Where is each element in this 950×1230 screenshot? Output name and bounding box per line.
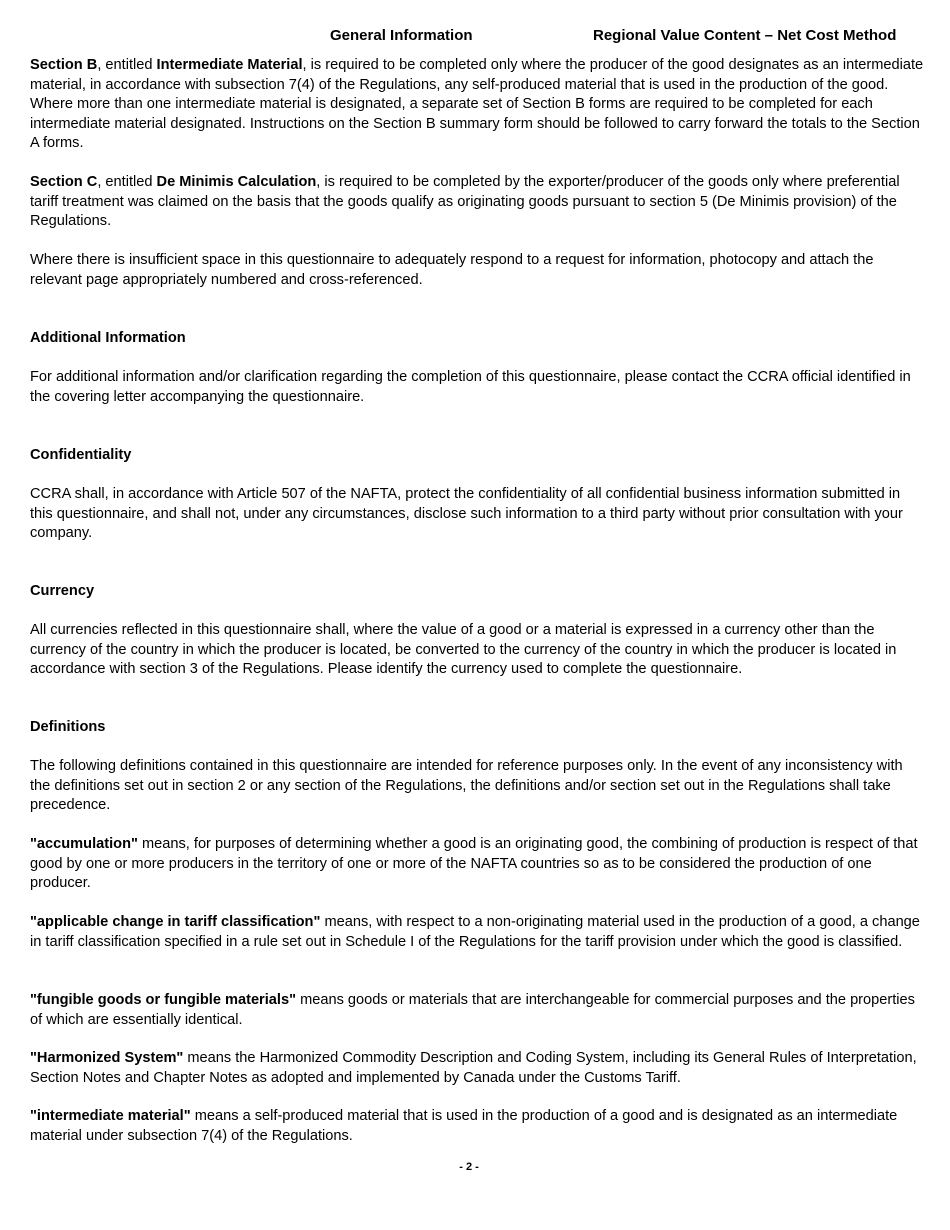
definition-term: "accumulation" (30, 836, 138, 852)
confidentiality-heading: Confidentiality (30, 447, 132, 463)
definition-text: means, for purposes of determining whether a good is an originating good, the combining of production is respect of that good by one or more producers in the territory of one or more of the NAFTA countries so as to be considered the production of one producer. (30, 836, 918, 891)
definition-fungible (30, 991, 925, 1030)
section-c-paragraph: Section C, entitled De Minimis Calculation, is required to be completed by the exporter/producer of the goods only where preferential tariff treatment was claimed on the basis that the goods qualify as originating goods pursuant to section 5 (De Minimis provision) of the Regulations. (30, 174, 900, 229)
header-method-title: Regional Value Content – Net Cost Method (593, 27, 897, 44)
definition-harmonized-system (30, 1049, 925, 1088)
definitions-heading: Definitions (30, 719, 106, 735)
section-b-paragraph: Section B, entitled Intermediate Material, is required to be completed only where the producer of the good designates as an intermediate material, in accordance with subsection 7(4) of the Regulations, any self-produced material that is used in the production of the good. Where more than one intermediate material is designated, a separate set of Section B forms are required to be completed for each intermediate material designated. Instructions on the Section B summary form should be followed to carry forward the totals to the Section A forms. (30, 57, 924, 151)
definition-intermediate-material (30, 1107, 925, 1146)
definition-applicable-change (30, 913, 925, 952)
definition-text: means, with respect to a non-originating material used in the production of a good, a change in tariff classification specified in a rule set out in Schedule I of the Regulations for the tariff provision under which the good is classified. (30, 914, 920, 950)
definition-accumulation (30, 835, 925, 894)
definitions-intro: The following definitions contained in this questionnaire are intended for reference purposes only. In the event of any inconsistency with the definitions set out in section 2 or any section of the Regulations, the definitions and/or section set out in the Regulations shall take precedence. (30, 758, 903, 813)
definition-text: means the Harmonized Commodity Description and Coding System, including its General Rules of Interpretation, Section Notes and Chapter Notes as adopted and implemented by Canada under the Customs Tariff. (30, 1050, 917, 1086)
confidentiality-paragraph: CCRA shall, in accordance with Article 507 of the NAFTA, protect the confidentiality of all confidential business information submitted in this questionnaire, and shall not, under any circumstances, disclose such information to a third party without prior consultation with your company. (30, 486, 903, 541)
definition-term: "applicable change in tariff classification" (30, 914, 321, 930)
definition-text: means goods or materials that are interchangeable for commercial purposes and the properties of which are essentially identical. (30, 992, 915, 1028)
currency-heading: Currency (30, 583, 95, 599)
header-section-title: General Information (330, 27, 473, 44)
additional-info-heading: Additional Information (30, 330, 186, 346)
additional-info-paragraph: For additional information and/or clarification regarding the completion of this questionnaire, please contact the CCRA official identified in the covering letter accompanying the questionnaire. (30, 369, 911, 405)
definition-term: "fungible goods or fungible materials" (30, 992, 297, 1008)
section-b-term: Section B (30, 57, 98, 73)
section-c-term: Section C (30, 174, 98, 190)
definition-term: "intermediate material" (30, 1108, 191, 1124)
definition-term: "Harmonized System" (30, 1050, 184, 1066)
definition-text: means a self-produced material that is used in the production of a good and is designated as an intermediate material under subsection 7(4) of the Regulations. (30, 1108, 898, 1144)
currency-paragraph: All currencies reflected in this questionnaire shall, where the value of a good or a material is expressed in a currency other than the currency of the country in which the producer is located, be converted to the currency of the country in which the producer is located in accordance with section 3 of the Regulations. Please identify the currency used to complete the questionnaire. (30, 622, 897, 677)
page-number: - 2 - (459, 1161, 479, 1173)
section-b-title: Intermediate Material (156, 57, 303, 73)
insufficient-space-paragraph: Where there is insufficient space in this questionnaire to adequately respond to a request for information, photocopy and attach the relevant page appropriately numbered and cross-referenced. (30, 252, 874, 288)
section-c-title: De Minimis Calculation (156, 174, 317, 190)
